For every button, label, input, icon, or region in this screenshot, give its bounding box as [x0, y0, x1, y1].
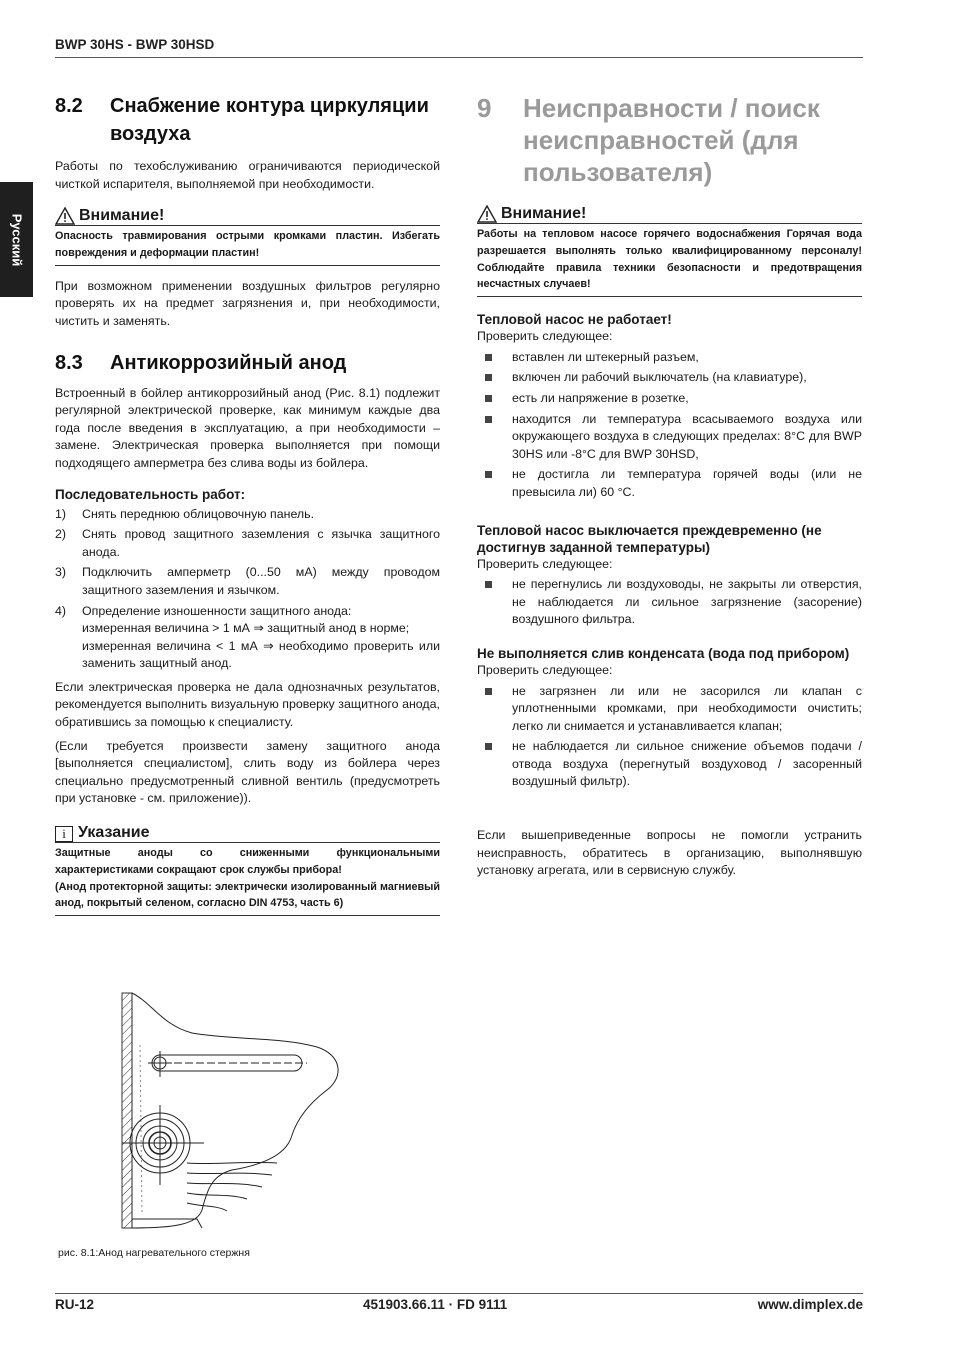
note-text: Защитные аноды со сниженными функциональными характеристиками сокращают срок службы прибора! (Анод протекторной защиты: электрически изолированный магниевый анод, покрытый селеном, согласно DIN 4753, часть 6)	[55, 842, 440, 916]
section-heading	[55, 92, 440, 148]
list-item: есть ли напряжение в розетке,	[477, 390, 862, 408]
section-number: 8.2	[55, 95, 83, 117]
section-title: Антикоррозийный анод	[110, 351, 347, 374]
subheading: Тепловой насос не работает!	[477, 312, 672, 328]
check-list	[477, 683, 862, 792]
bullet-icon	[485, 688, 492, 695]
check-list	[477, 349, 862, 502]
check-list	[477, 576, 862, 629]
warning-text: Работы на тепловом насосе горячего водоснабжения Горячая вода разрешается выполнять только квалифицированному персоналу! Соблюдайте правила техники безопасности и предотвращения несчастных случаев!	[477, 223, 862, 297]
paragraph: Встроенный в бойлер антикоррозийный анод (Рис. 8.1) подлежит регулярной электрической проверке, как минимум каждые два года после введения в эксплуатацию, а при необходимости – замене. Электрическая проверка выполняется при помощи подходящего амперметра без слива воды из бойлера.	[55, 385, 440, 470]
warning-text: Опасность травмирования острыми кромками пластин. Избегать повреждения и деформации пластин!	[55, 225, 440, 266]
figure-caption: рис. 8.1:Анод нагревательного стержня	[58, 1247, 250, 1259]
paragraph: Если электрическая проверка не дала однозначных результатов, рекомендуется выполнить визуальную проверку защитного анода, обратившись за помощью к специалисту.	[55, 679, 440, 730]
chapter-title: Неисправности / поиск неисправностей (для пользователя)	[523, 93, 820, 187]
chapter-number: 9	[477, 93, 492, 123]
list-item: вставлен ли штекерный разъем,	[477, 349, 862, 367]
language-tab-label: Русский	[9, 213, 24, 266]
list-item: не загрязнен ли или не засорился ли клапан с уплотненными кромками, при необходимости очистить; легко ли снимается и устанавливается клапан;	[477, 683, 862, 736]
warning-title: Внимание!	[501, 205, 587, 222]
section-heading	[55, 349, 440, 377]
warning-box	[477, 204, 862, 297]
warning-triangle-icon	[477, 205, 497, 223]
bullet-icon	[485, 395, 492, 402]
subheading: Не выполняется слив конденсата (вода под прибором)	[477, 645, 850, 661]
note-title: Указание	[78, 824, 150, 842]
paragraph: Если вышеприведенные вопросы не помогли устранить неисправность, обратитесь в организацию, выполнявшую установку агрегата, или в сервисную службу.	[477, 828, 862, 878]
info-icon: i	[55, 826, 73, 842]
paragraph: Работы по техобслуживанию ограничиваются периодической чисткой испарителя, выполняемой при необходимости.	[55, 159, 440, 191]
list-item: включен ли рабочий выключатель (на клавиатуре),	[477, 369, 862, 387]
right-column	[477, 92, 862, 880]
header-divider	[55, 57, 863, 58]
footer-divider	[55, 1293, 863, 1294]
section-title: Снабжение контура циркуляции воздуха	[110, 95, 429, 145]
list-item: 2) Снять провод защитного заземления с язычка защитного анода.	[55, 527, 440, 559]
left-column	[55, 92, 440, 916]
anode-figure	[112, 985, 352, 1235]
list-item: находится ли температура всасываемого воздуха или окружающего воздуха в следующих пределах: 8°C для BWP 30HS или -8°C для BWP 30HSD,	[477, 411, 862, 464]
check-label: Проверить следующее:	[477, 329, 613, 344]
website-link[interactable]: www.dimplex.de	[757, 1297, 863, 1312]
warning-title: Внимание!	[79, 207, 165, 225]
list-item: 3) Подключить амперметр (0...50 мА) между проводом защитного заземления и язычком.	[55, 565, 440, 597]
bullet-icon	[485, 374, 492, 381]
bullet-icon	[485, 743, 492, 750]
paragraph: (Если требуется произвести замену защитного анода [выполняется специалистом], слить воду из бойлера через специально предусмотренный сливной вентиль (предусмотреть при установке - см. приложение)).	[55, 738, 440, 806]
subheading: Тепловой насос выключается преждевременно (не достигнув заданной температуры)	[477, 522, 822, 555]
bullet-icon	[485, 471, 492, 478]
warning-box	[55, 206, 440, 266]
document-number: 451903.66.11 · FD 9111	[363, 1297, 508, 1312]
language-tab	[0, 182, 33, 297]
bullet-icon	[485, 354, 492, 361]
check-label: Проверить следующее:	[477, 662, 613, 677]
chapter-heading	[477, 92, 862, 188]
check-label: Проверить следующее:	[477, 556, 613, 571]
list-item: не достигла ли температура горячей воды (или не превысила ли) 60 °C.	[477, 466, 862, 501]
paragraph: При возможном применении воздушных фильтров регулярно проверять их на предмет загрязнения и, при необходимости, чистить и заменять.	[55, 278, 440, 328]
bullet-icon	[485, 581, 492, 588]
list-item: не перегнулись ли воздуховоды, не закрыты ли отверстия, не наблюдается ли сильное загрязнение (засорение) воздушного фильтра.	[477, 576, 862, 629]
list-item: не наблюдается ли сильное снижение объемов подачи / отвода воздуха (перегнутый воздуховод / засоренный воздушный фильтр).	[477, 738, 862, 791]
section-number: 8.3	[55, 351, 83, 374]
warning-triangle-icon	[55, 207, 75, 225]
steps-list	[55, 506, 440, 673]
bullet-icon	[485, 416, 492, 423]
subheading: Последовательность работ:	[55, 486, 246, 502]
page-number: RU-12	[55, 1297, 95, 1312]
header-title: BWP 30HS - BWP 30HSD	[55, 37, 215, 52]
list-item: 1) Снять переднюю облицовочную панель.	[55, 506, 315, 521]
note-box	[55, 823, 440, 916]
list-item: 4) Определение изношенности защитного анода: измеренная величина > 1 мА ⇒ защитный анод в норме; измеренная величина < 1 мА ⇒ необходимо проверить или заменить защитный анод.	[55, 603, 440, 671]
